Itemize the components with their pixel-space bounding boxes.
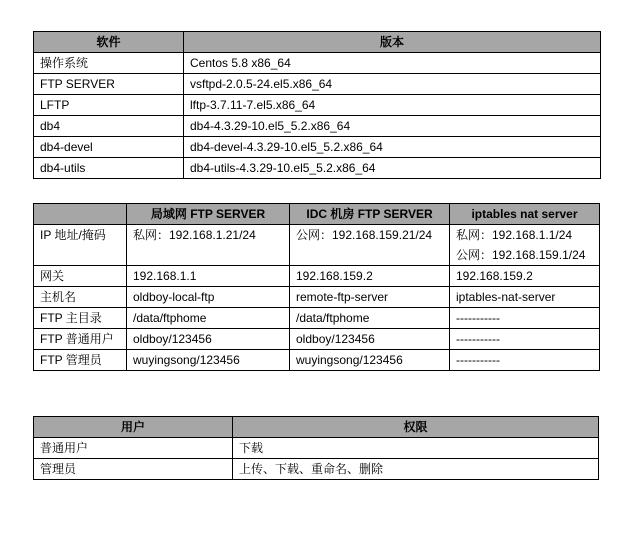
table-row xyxy=(34,116,601,137)
row-label: 网关 xyxy=(34,266,127,287)
table-header-row xyxy=(34,32,601,53)
table-header-row xyxy=(34,204,600,225)
table-row xyxy=(34,459,599,480)
local-value: 192.168.1.1 xyxy=(127,266,290,287)
nat-public-ip: 公网：192.168.159.1/24 xyxy=(456,248,586,262)
table-row xyxy=(34,438,599,459)
row-label: FTP 普通用户 xyxy=(34,329,127,350)
nat-value: ----------- xyxy=(450,308,600,329)
software-version-table xyxy=(33,31,601,179)
header-software: 软件 xyxy=(34,32,184,53)
header-local-ftp: 局域网 FTP SERVER xyxy=(127,204,290,225)
table-row xyxy=(34,53,601,74)
software-version: db4-4.3.29-10.el5_5.2.x86_64 xyxy=(184,116,601,137)
user-permission: 上传、下载、重命名、删除 xyxy=(233,459,599,480)
local-value: wuyingsong/123456 xyxy=(127,350,290,371)
table-row xyxy=(34,308,600,329)
software-version: db4-devel-4.3.29-10.el5_5.2.x86_64 xyxy=(184,137,601,158)
software-name: db4-utils xyxy=(34,158,184,179)
table-row xyxy=(34,137,601,158)
remote-value: oldboy/123456 xyxy=(290,329,450,350)
software-name: db4-devel xyxy=(34,137,184,158)
table-row xyxy=(34,266,600,287)
table-row xyxy=(34,158,601,179)
software-name: LFTP xyxy=(34,95,184,116)
user-type: 普通用户 xyxy=(34,438,233,459)
software-version: lftp-3.7.11-7.el5.x86_64 xyxy=(184,95,601,116)
software-version: vsftpd-2.0.5-24.el5.x86_64 xyxy=(184,74,601,95)
local-ip: 私网：192.168.1.21/24 xyxy=(127,225,290,266)
row-label: FTP 主目录 xyxy=(34,308,127,329)
table-row xyxy=(34,350,600,371)
user-permission-table xyxy=(33,416,599,480)
row-label: FTP 管理员 xyxy=(34,350,127,371)
table-row xyxy=(34,329,600,350)
software-version: db4-utils-4.3.29-10.el5_5.2.x86_64 xyxy=(184,158,601,179)
software-version: Centos 5.8 x86_64 xyxy=(184,53,601,74)
software-name: 操作系统 xyxy=(34,53,184,74)
header-idc-ftp: IDC 机房 FTP SERVER xyxy=(290,204,450,225)
nat-private-ip: 私网：192.168.1.1/24 xyxy=(456,228,573,242)
remote-value: 192.168.159.2 xyxy=(290,266,450,287)
row-label-ip: IP 地址/掩码 xyxy=(34,225,127,266)
header-version: 版本 xyxy=(184,32,601,53)
nat-value: ----------- xyxy=(450,350,600,371)
table-header-row xyxy=(34,417,599,438)
nat-value: ----------- xyxy=(450,329,600,350)
remote-value: wuyingsong/123456 xyxy=(290,350,450,371)
table-row xyxy=(34,74,601,95)
nat-value: 192.168.159.2 xyxy=(450,266,600,287)
software-name: db4 xyxy=(34,116,184,137)
local-value: oldboy-local-ftp xyxy=(127,287,290,308)
software-name: FTP SERVER xyxy=(34,74,184,95)
remote-ip: 公网：192.168.159.21/24 xyxy=(290,225,450,266)
local-value: oldboy/123456 xyxy=(127,329,290,350)
header-user: 用户 xyxy=(34,417,233,438)
local-value: /data/ftphome xyxy=(127,308,290,329)
table-row xyxy=(34,95,601,116)
remote-value: remote-ftp-server xyxy=(290,287,450,308)
user-permission: 下载 xyxy=(233,438,599,459)
user-type: 管理员 xyxy=(34,459,233,480)
row-label: 主机名 xyxy=(34,287,127,308)
table-row xyxy=(34,287,600,308)
table-row-ip xyxy=(34,225,600,266)
remote-value: /data/ftphome xyxy=(290,308,450,329)
header-permission: 权限 xyxy=(233,417,599,438)
nat-ip-cell xyxy=(450,225,600,266)
header-nat-server: iptables nat server xyxy=(450,204,600,225)
nat-value: iptables-nat-server xyxy=(450,287,600,308)
header-blank xyxy=(34,204,127,225)
server-config-table xyxy=(33,203,600,371)
